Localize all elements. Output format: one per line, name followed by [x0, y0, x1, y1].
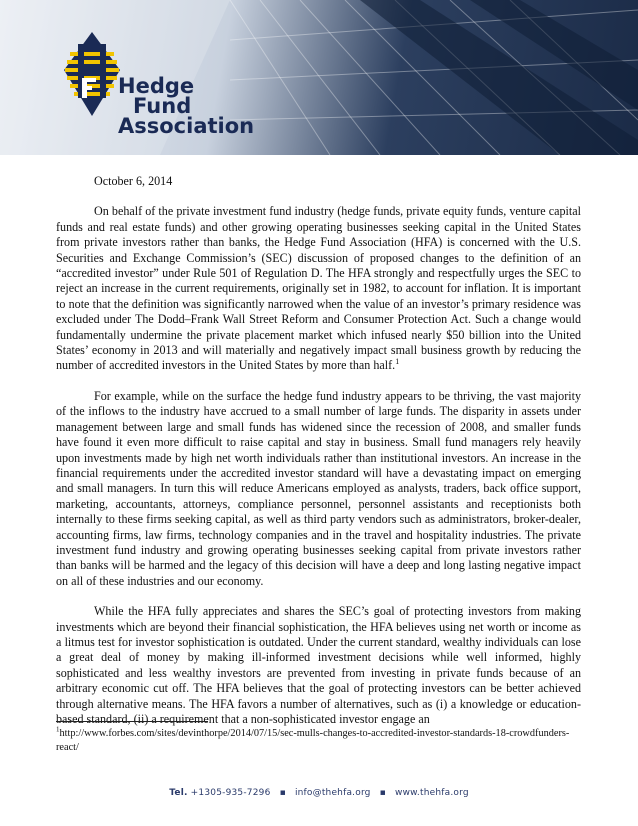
footer-website-link[interactable]: www.thehfa.org — [395, 788, 469, 798]
footer-separator: ▪ — [379, 788, 386, 798]
letter-date: October 6, 2014 — [94, 174, 173, 188]
logo-wordmark — [118, 76, 254, 136]
footnote — [56, 727, 586, 754]
footer-separator: ▪ — [279, 788, 286, 798]
footnote-url[interactable]: http://www.forbes.com/sites/devinthorpe/2014/07/15/sec-mulls-changes-to-accredited-investor-standards-18-crowdfunders-react/ — [56, 728, 570, 753]
footer-tel-label: Tel. — [169, 788, 188, 798]
paragraph-1 — [56, 204, 581, 373]
footnote-reference: 1 — [395, 357, 400, 367]
hfa-logo-icon — [62, 30, 122, 120]
letter-body — [56, 174, 581, 742]
footer-email-link[interactable]: info@thehfa.org — [294, 788, 371, 798]
footnote-number: 1 — [56, 725, 60, 734]
paragraph-3: While the HFA fully appreciates and shares the SEC’s goal of protecting investors from making investments which are beyond their financial sophistication, the HFA believes using net worth or income as a litmus test for investor sophistication is outdated. Under the current standard, wealthy individuals can lose a great deal of money by making ill-informed investment decisions while well informed, highly sophisticated and less wealthy investors are prevented from investing in private funds because of an arbitrary economic cut off. The HFA believes that the goal of protecting investors can be better achieved through alternative means. The HFA favors a number of alternatives, such as (i) a knowledge or education-based standard, (ii) a requirement that a non-sophisticated investor engage an — [56, 604, 581, 726]
page-footer — [0, 788, 638, 798]
logo-word-fund: Fund — [133, 94, 192, 118]
logo-word-association: Association — [118, 114, 255, 138]
footnote-divider — [56, 721, 208, 722]
paragraph-1-text: On behalf of the private investment fund industry (hedge funds, private equity funds, venture capital funds and real estate funds) and other growing operating businesses seeking capital in the United States from private investors rather than banks, the Hedge Fund Association (HFA) is concerned with the U.S. Securities and Exchange Commission’s (SEC) discussion of proposed changes to the definition of an “accredited investor” under Rule 501 of Regulation D. The HFA strongly and respectfully urges the SEC to reject an increase in the current requirements, originally set in 1982, to account for inflation. It is important to note that the definition was significantly narrowed when the value of an investor’s primary residence was excluded under The Dodd–Frank Wall Street Reform and Consumer Protection Act. Such a change would fundamentally undermine the private placement market which infused nearly $50 billion into the United States’ economy in 2013 and will materially and negatively impact small business growth by reducing the number of accredited investors in the United States by more than half. — [56, 204, 581, 373]
footer-phone[interactable]: +1305-935-7296 — [190, 788, 271, 798]
logo-word-hedge: Hedge — [118, 74, 195, 98]
paragraph-2: For example, while on the surface the hedge fund industry appears to be thriving, the vast majority of the inflows to the industry have accrued to a small number of large funds. The disparity in assets under management between large and small funds has widened since the recession of 2008, and smaller funds have found it even more difficult to raise capital and stay in business. Small fund managers rely heavily upon investments made by high net worth individuals rather than institutional investors. An increase in the financial requirements under the accredited investor standard will have a devastating impact on emerging and small managers. In turn this will reduce Americans employed as analysts, traders, back office support, marketing, accountants, attorneys, compliance personnel, personnel assistants and receptionists both internally to these firms seeking capital, as well as third party vendors such as administrators, broker-dealer, accounting firms, law firms, technology companies and in the travel and hospitality industries. The private investment fund industry and growing operating businesses seeking capital from private investors rather than banks will be harmed and the legacy of this decision will have a deep and long lasting negative impact on all of these industries and our economy. — [56, 388, 581, 588]
header-banner — [0, 0, 638, 155]
